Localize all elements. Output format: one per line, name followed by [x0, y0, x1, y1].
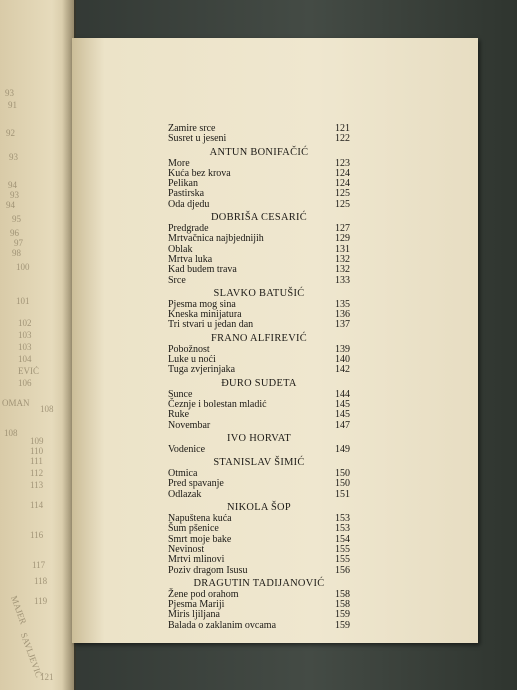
left-page-text-fragment: 121 — [40, 672, 54, 682]
toc-entry-title: Pelikan — [168, 178, 198, 190]
toc-entry — [168, 276, 350, 286]
toc-entry-page: 124 — [335, 178, 350, 190]
left-page-text-fragment: 95 — [12, 214, 21, 224]
toc-author-heading: ANTUN BONIFAČIĆ — [209, 146, 309, 158]
left-page-text-fragment: 108 — [4, 428, 18, 438]
toc-entry — [168, 445, 350, 455]
toc-entry — [168, 234, 350, 244]
toc-entry — [168, 410, 350, 420]
toc-entry-page: 121 — [335, 123, 350, 134]
toc-entry-page: 122 — [335, 133, 350, 145]
left-page-text-fragment: 104 — [18, 354, 32, 364]
toc-entry-title: Zamire srce — [168, 123, 216, 134]
left-page-text-fragment: SAVLJEVIĆ — [18, 631, 45, 679]
toc-entry-page: 154 — [335, 533, 350, 545]
toc-author-heading: ĐURO SUDETA — [221, 377, 297, 389]
left-page-text-fragment: MAJER — [9, 594, 29, 626]
toc-author-heading: SLAVKO BATUŠIĆ — [213, 287, 305, 299]
toc-entry — [168, 134, 350, 144]
left-page-text-fragment: 102 — [18, 318, 32, 328]
toc-entry-page: 145 — [335, 409, 350, 421]
toc-entry-title: Pobožnost — [168, 343, 210, 355]
left-page-text-fragment: 119 — [34, 596, 48, 606]
toc-entry-title: Čeznje i bolestan mladić — [168, 398, 267, 410]
toc-entry-page: 124 — [335, 167, 350, 179]
left-page-text-fragment: 116 — [30, 530, 44, 540]
toc-author-heading: IVO HORVAT — [226, 432, 292, 444]
left-page-text-fragment: 100 — [16, 262, 30, 272]
toc-entry-title: Poziv dragom Isusu — [168, 564, 248, 576]
left-page-text-fragment: 109 — [30, 436, 44, 446]
toc-entry-title: Luke u noći — [168, 354, 216, 366]
toc-entry-title: Pjesma mog sina — [168, 298, 236, 310]
toc-author-heading: STANISLAV ŠIMIĆ — [213, 457, 305, 469]
toc-entry-title: Tri stvari u jedan dan — [168, 319, 254, 331]
left-page-text-fragment: 114 — [30, 500, 44, 510]
toc-entry-page: 156 — [335, 564, 350, 576]
toc-entry-page: 153 — [335, 523, 350, 535]
left-page-text-fragment: 92 — [6, 128, 15, 138]
toc-entry-page: 139 — [335, 343, 350, 355]
left-page-text-fragment: 93 — [10, 190, 19, 200]
toc-entry-title: Kad budem trava — [168, 264, 237, 276]
toc-entry-title: Predgrade — [168, 223, 209, 235]
toc-entry-title: Ruke — [168, 409, 190, 421]
toc-entry-title: Mrtvačnica najbjednijih — [168, 233, 264, 245]
toc-entry-page: 159 — [335, 619, 350, 631]
toc-entry-title: Sunce — [168, 388, 193, 400]
toc-entry-title: Oda djedu — [168, 198, 210, 210]
toc-entry-title: Kneska minijatura — [168, 309, 242, 321]
toc-entry — [168, 621, 350, 631]
left-page-text-fragment: 96 — [10, 228, 19, 238]
toc-entry-page: 153 — [335, 513, 350, 525]
toc-entry-title: Balada o zaklanim ovcama — [168, 619, 277, 631]
left-page-text-fragment: 113 — [30, 480, 44, 490]
toc-entry-title: Šum pšenice — [168, 523, 219, 535]
left-page-text-fragment: 93 — [5, 88, 14, 98]
toc-entry — [168, 400, 350, 410]
toc-entry-title: Odlazak — [168, 488, 202, 500]
left-page-text-fragment: 101 — [16, 296, 30, 306]
toc-entry — [168, 200, 350, 210]
toc-entry-title: More — [168, 157, 190, 169]
toc-entry-page: 158 — [335, 588, 350, 600]
table-of-contents — [168, 124, 350, 631]
toc-entry-page: 125 — [335, 188, 350, 200]
toc-entry-page: 150 — [335, 468, 350, 480]
toc-entry-page: 140 — [335, 354, 350, 366]
toc-entry-page: 149 — [335, 443, 350, 455]
left-page-text-fragment: 103 — [18, 330, 32, 340]
toc-entry-page: 142 — [335, 364, 350, 376]
toc-entry — [168, 566, 350, 576]
toc-author-heading: DOBRIŠA CESARIĆ — [210, 212, 308, 224]
toc-entry-page: 135 — [335, 298, 350, 310]
toc-entry-title: Otmica — [168, 468, 198, 480]
toc-entry-title: Napuštena kuća — [168, 513, 232, 525]
toc-entry-page: 129 — [335, 233, 350, 245]
toc-entry-page: 150 — [335, 478, 350, 490]
toc-entry-page: 127 — [335, 223, 350, 235]
toc-entry-title: Kuća bez krova — [168, 167, 231, 179]
left-page-text-fragment: 94 — [6, 200, 15, 210]
left-page-text-fragment: 103 — [18, 342, 32, 352]
toc-entry-page: 158 — [335, 599, 350, 611]
toc-entry-page: 123 — [335, 157, 350, 169]
left-page-text-fragment: 118 — [34, 576, 48, 586]
toc-entry-page: 133 — [335, 274, 350, 286]
left-page-text-fragment: 106 — [18, 378, 32, 388]
left-page-text-fragment: 110 — [30, 446, 44, 456]
toc-entry-title: Srce — [168, 274, 186, 286]
toc-entry-title: Mrtva luka — [168, 253, 213, 265]
toc-entry-title: Nevinost — [168, 543, 205, 555]
toc-entry — [168, 265, 350, 275]
toc-entry — [168, 421, 350, 431]
toc-entry — [168, 555, 350, 565]
toc-entry — [168, 490, 350, 500]
toc-entry-page: 137 — [335, 319, 350, 331]
toc-entry-title: Pred spavanje — [168, 478, 224, 490]
toc-entry-page: 155 — [335, 543, 350, 555]
left-page-text-fragment: 108 — [40, 404, 54, 414]
toc-entry-title: Smrt moje bake — [168, 533, 232, 545]
left-page-text-fragment: 112 — [30, 468, 44, 478]
left-page-text-fragment: 117 — [32, 560, 46, 570]
toc-entry — [168, 365, 350, 375]
toc-author-heading: DRAGUTIN TADIJANOVIĆ — [193, 577, 325, 589]
left-page-text-fragment: 93 — [9, 152, 18, 162]
toc-entry-title: Novembar — [168, 419, 211, 431]
left-page-text-fragment: 111 — [30, 456, 43, 466]
toc-entry-title: Pastirska — [168, 188, 205, 200]
left-page-text-fragment: 97 — [14, 238, 23, 248]
toc-entry-title: Žene pod orahom — [168, 588, 239, 600]
toc-entry-page: 132 — [335, 264, 350, 276]
toc-entry-page: 131 — [335, 243, 350, 255]
left-page-text-fragment: OMAN — [2, 398, 30, 408]
toc-entry-page: 151 — [335, 488, 350, 500]
left-page-text-fragment: 91 — [8, 100, 17, 110]
toc-entry-page: 125 — [335, 198, 350, 210]
toc-entry-page: 159 — [335, 609, 350, 621]
toc-entry-page: 147 — [335, 419, 350, 431]
toc-entry-title: Miris ljiljana — [168, 609, 220, 621]
toc-entry-page: 136 — [335, 309, 350, 321]
left-page-text-fragment: 98 — [12, 248, 21, 258]
toc-entry-title: Pjesma Mariji — [168, 599, 225, 611]
toc-author-heading: FRANO ALFIREVIĆ — [210, 332, 307, 344]
toc-entry-page: 144 — [335, 388, 350, 400]
toc-entry-title: Mrtvi mlinovi — [168, 554, 225, 566]
left-page-text-fragment: EVIĆ — [18, 366, 39, 376]
toc-author-heading: NIKOLA ŠOP — [227, 502, 291, 514]
toc-entry — [168, 320, 350, 330]
toc-entry-page: 145 — [335, 398, 350, 410]
toc-entry-page: 155 — [335, 554, 350, 566]
toc-entry-title: Vodenice — [168, 443, 206, 455]
toc-entry-title: Tuga zvjerinjaka — [168, 364, 236, 376]
left-page-text-fragment: 94 — [8, 180, 17, 190]
toc-entry-title: Susret u jeseni — [168, 133, 227, 145]
toc-entry-title: Oblak — [168, 243, 193, 255]
toc-entry-page: 132 — [335, 253, 350, 265]
